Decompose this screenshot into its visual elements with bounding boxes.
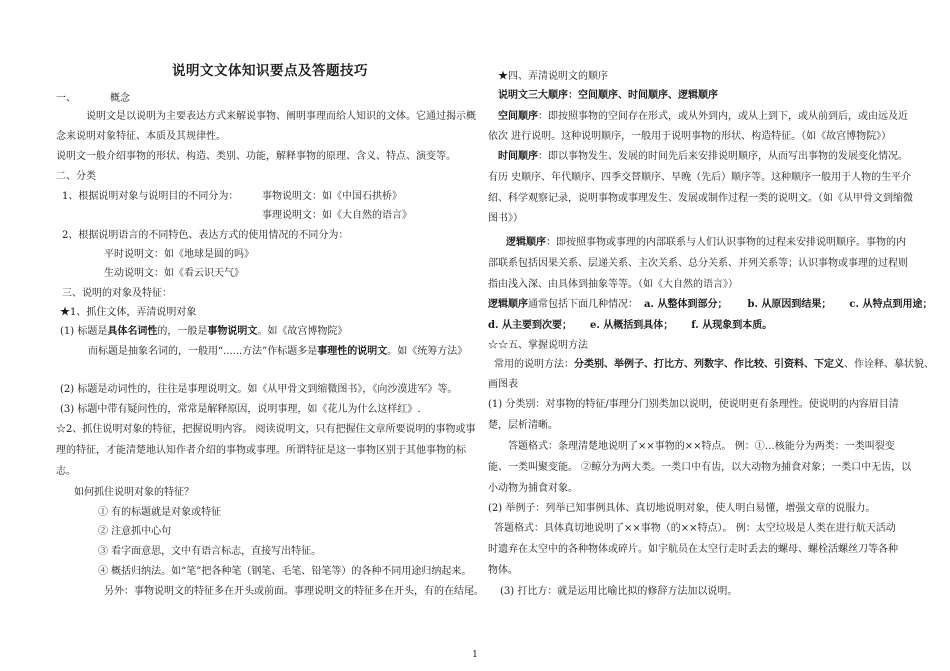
bold-text: 空间顺序 <box>498 111 538 122</box>
paragraph-line: 图书》） <box>488 213 523 224</box>
paragraph-line: (3) 标题中带有疑问性的，常常是解释原因，说明事理，如《花儿为什么这样红》. <box>60 404 421 415</box>
bold-text: 具体名词性 <box>107 326 158 337</box>
paragraph-line <box>488 298 932 312</box>
paragraph-line: 有历 史顺序、年代顺序、四季交替顺序、早晚（先后）顺序等。这种顺序一般用于人物的生平介 <box>488 172 912 183</box>
bold-text: 逻辑顺序 <box>488 299 528 310</box>
paragraph-line: 部联系包括因果关系、层递关系、主次关系、总分关系、并列关系等；认识事物或事理的过程则 <box>488 258 908 269</box>
paragraph-line: 时遗弃在太空中的各种物体或碎片。如宇航员在太空行走时丢去的螺母、螺栓活螺丝刀等各种 <box>488 544 898 555</box>
section-1-number: 一、 <box>56 93 76 104</box>
bold-text: c. 从特点到用途； <box>849 299 933 310</box>
list-item: ④ 概括归纳法。如“笔”把各种笔（钢笔、毛笔、铅笔等）的各种不同用途归纳起来。 <box>98 566 472 577</box>
text-run: (1) 标题是 <box>60 326 108 337</box>
section-3-heading: 三、说明的对象及特征： <box>62 288 172 299</box>
bold-text: 事物说明文 <box>207 326 258 337</box>
paragraph-line <box>506 236 906 250</box>
text-run: ：即按照事物或事理的内部联系与人们认识事物的过程来安排说明顺序。事物的内 <box>546 237 906 248</box>
paragraph-line <box>88 345 467 359</box>
paragraph-line: 念来说明对象特征、本质及其规律性。 <box>56 131 226 142</box>
text-run: ：即以事物发生、发展的时间先后来安排说明顺序，从而写出事物的发展变化情况。 <box>538 151 908 162</box>
text-run: 。如《统筹方法》 <box>387 346 468 357</box>
paragraph-line <box>488 319 772 333</box>
paragraph-line: 志。 <box>56 466 76 477</box>
paragraph-line: 画图表 <box>488 379 518 390</box>
paragraph-line: 能、一类叫聚变能。 ②鲸分为两大类。一类口中有齿，以大动物为捕食对象；一类口中无齿，以 <box>488 462 912 473</box>
bold-text: 事理性的说明文 <box>317 346 388 357</box>
paragraph-line: 理的特征，才能清楚地认知作者介绍的事物或事理。所谓特征是这一事物区别于其他事物的标 <box>56 445 466 456</box>
paragraph-line: (1) 分类别：对事物的特征/事理分门别类加以说明，使说明更有条理性。使说明的内容眉目清 <box>488 399 899 410</box>
paragraph-line: 答题格式：具体真切地说明了××事物（的××特点）。 例：太空垃圾是人类在进行航天活动 <box>494 523 896 534</box>
subsection-heading: ★1、抓住文体，弄清说明对象 <box>60 307 197 318</box>
text-run: 通常包括下面几种情况： <box>528 299 638 310</box>
text-run: 而标题是抽象名词的，一般用“......方法”作标题多是 <box>88 346 318 357</box>
subsection-heading: ☆2、抓住说明对象的特征，把握说明内容。 阅读说明文，只有把握住文章所要说明的事物或事 <box>56 424 476 435</box>
paragraph-line: 说明文一般介绍事物的形状、构造、类别、功能，解释事物的原理、含义、特点、演变等。 <box>56 151 456 162</box>
bold-text: a. 从整体到部分； <box>644 299 728 310</box>
classification-item: 1、根据说明对象与说明目的不同分为： <box>62 191 239 202</box>
paragraph-line: 另外：事物说明文的特征多在开头或前面。事理说明文的特征多在开头，有的在结尾。 <box>104 586 484 597</box>
bold-text: 逻辑顺序 <box>506 237 546 248</box>
classification-subitem: 事理说明文：如《大自然的语言》 <box>262 210 412 221</box>
paragraph-line <box>494 358 934 372</box>
classification-item: 2、根据说明语言的不同特色、表达方式的使用情况的不同分为： <box>62 230 349 241</box>
bold-text: d. 从主要到次要； <box>488 320 572 331</box>
list-item: ① 有的标题就是对象或特征 <box>98 507 222 518</box>
paragraph-line: 依次 进行说明。这种说明顺序，一般用于说明事物的形状、构造特征。（如《故宫博物院》） <box>488 131 892 142</box>
classification-subitem: 事物说明文：如《中国石拱桥》 <box>262 191 402 202</box>
paragraph-line: 说明文是以说明为主要表达方式来解说事物、阐明事理而给人知识的文体。它通过揭示概 <box>86 111 476 122</box>
document-title: 说明文文体知识要点及答题技巧 <box>172 63 368 79</box>
section-1-heading <box>56 92 130 106</box>
bold-text: b. 从原因到结果； <box>747 299 832 310</box>
bold-text: 分类别、举例子、打比方、列数字、作比较、引资料、下定义 <box>574 359 844 370</box>
section-4-heading: ★四、弄清说明文的顺序 <box>498 71 608 82</box>
text-run: 的，一般是 <box>157 326 208 337</box>
list-item: ② 注意抓中心句 <box>98 526 172 537</box>
text-run: 。如《故宫博物院》 <box>257 326 348 337</box>
list-item: ③ 看字面意思，文中有语言标志，直接写出特征。 <box>98 546 322 557</box>
paragraph-line: 小动物为捕食对象。 <box>488 483 578 494</box>
paragraph-line: 物体。 <box>488 565 518 576</box>
paragraph-line: (2) 标题是动词性的，往往是事理说明文。如《从甲骨文到缩微图书》，《向沙漠进军》等。 <box>60 384 458 395</box>
paragraph-line <box>498 150 908 164</box>
bold-text: f. 从现象到本质。 <box>691 320 773 331</box>
paragraph-line: 绍、科学观察记录，说明事物或事理发生、发展或制作过程一类的说明文。（如《从甲骨文到缩微 <box>488 193 913 204</box>
paragraph-line: 答题格式：条理清楚地说明了××事物的××特点。 例：①…核能分为两类：一类叫裂变 <box>508 441 895 452</box>
bold-text: e. 从概括到具体； <box>589 320 674 331</box>
paragraph-line: 楚，层析清晰。 <box>488 420 558 431</box>
paragraph-line <box>498 110 908 124</box>
text-run: ：即按照事物的空间存在形式，或从外到内，或从上到下，或从前到后，或由远及近 <box>538 111 908 122</box>
section-1-title: 概念 <box>110 93 130 104</box>
paragraph-line: (3) 打比方：就是运用比喻比拟的修辞方法加以说明。 <box>500 586 738 597</box>
text-run: 、作诠释、摹状貌、 <box>844 359 934 370</box>
paragraph-line <box>60 325 347 339</box>
paragraph-line: 指由浅入深、由具体到抽象等等。（如《大自然的语言》） <box>488 279 738 290</box>
classification-subitem: 平时说明文：如《地球是圆的吗》 <box>104 249 254 260</box>
section-2-heading: 二、分类 <box>56 171 96 182</box>
paragraph-line: (2) 举例子：列举已知事例具体、真切地说明对象，使人明白易懂，增强文章的说服力。 <box>488 503 876 514</box>
text-run: 常用的说明方法： <box>494 359 574 370</box>
bold-text: 说明文三大顺序：空间顺序、时间顺序、逻辑顺序 <box>498 90 718 101</box>
page-number: 1 <box>472 650 478 660</box>
section-5-heading: ☆☆五、掌握说明方法 <box>488 340 588 351</box>
question-line: 如何抓住说明对象的特征？ <box>74 487 194 498</box>
bold-text: 时间顺序 <box>498 151 538 162</box>
bold-heading <box>498 89 718 103</box>
classification-subitem: 生动说明文：如《看云识天气》 <box>104 268 244 279</box>
